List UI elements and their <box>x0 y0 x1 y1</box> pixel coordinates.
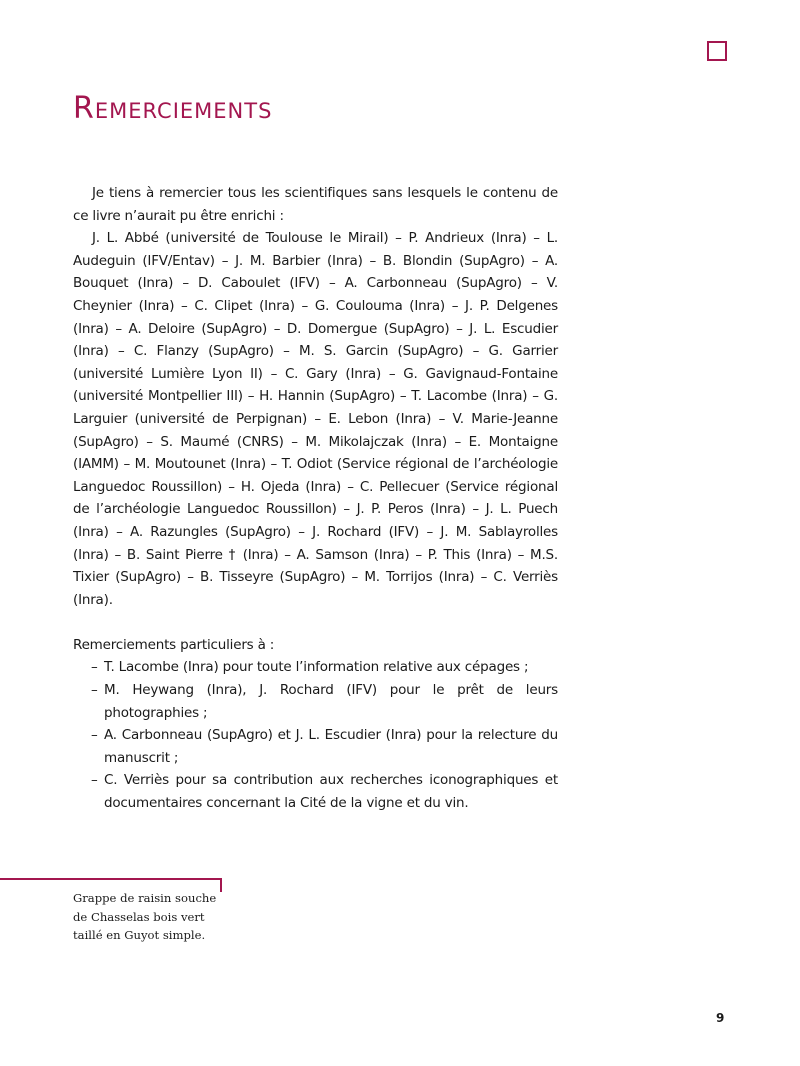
list-item <box>73 769 558 814</box>
list-dash: – <box>91 727 98 744</box>
intro-paragraph: Je tiens à remercier tous les scientifiques sans lesquels le contenu de ce livre n’aurait pu être enrichi : <box>73 185 558 224</box>
special-thanks-heading: Remerciements particuliers à : <box>73 636 275 653</box>
caption-line: de Chasselas bois vert <box>73 909 205 924</box>
figure-caption <box>73 889 223 945</box>
list-item <box>73 679 558 724</box>
list-item <box>73 724 558 769</box>
page-number: 9 <box>716 1011 725 1025</box>
acknowledgements-body <box>73 182 558 815</box>
list-dash: – <box>91 682 98 699</box>
caption-line: taillé en Guyot simple. <box>73 928 206 942</box>
corner-square-mark <box>707 41 727 61</box>
page-title: Remerciements <box>73 91 273 126</box>
list-item <box>73 656 558 679</box>
list-item-text: T. Lacombe (Inra) pour toute l’information relative aux cépages ; <box>104 659 529 676</box>
list-item-text: M. Heywang (Inra), J. Rochard (IFV) pour le prêt de leurs photographies ; <box>104 682 558 721</box>
list-item-text: A. Carbonneau (SupAgro) et J. L. Escudier (Inra) pour la relecture du manuscrit ; <box>104 727 558 766</box>
list-dash: – <box>91 772 98 789</box>
list-item-text: C. Verriès pour sa contribution aux recherches iconographiques et documentaires concernant la Cité de la vigne et du vin. <box>104 772 558 812</box>
contributors-paragraph: J. L. Abbé (université de Toulouse le Mirail) – P. Andrieux (Inra) – L. Audeguin (IFV/Entav) – J. M. Barbier (Inra) – B. Blondin (SupAgro) – A. Bouquet (Inra) – D. Caboulet (IFV) – A. Carbonneau (SupAgro) – V. Cheynier (Inra) – C. Clipet (Inra) – G. Coulouma (Inra) – J. P. Delgenes (Inra) – A. Deloire (SupAgro) – D. Domergue (SupAgro) – J. L. Escudier (Inra) – C. Flanzy (SupAgro) – M. S. Garcin (SupAgro) – G. Garrier (université Lumière Lyon II) – C. Gary (Inra) – G. Gavignaud-Fontaine (université Montpellier III) – H. Hannin (SupAgro) – T. Lacombe (Inra) – G. Larguier (université de Perpignan) – E. Lebon (Inra) – V. Marie-Jeanne (SupAgro) – S. Maumé (CNRS) – M. Mikolajczak (Inra) – E. Montaigne (IAMM) – M. Moutounet (Inra) – T. Odiot (Service régional de l’archéologie Languedoc Roussillon) – H. Ojeda (Inra) – C. Pellecuer (Service régional de l’archéologie Languedoc Roussillon) – J. P. Peros (Inra) – J. L. Puech (Inra) – A. Razungles (SupAgro) – J. Rochard (IFV) – J. M. Sablayrolles (Inra) – B. Saint Pierre † (Inra) – A. Samson (Inra) – P. This (Inra) – M.S. Tixier (SupAgro) – B. Tisseyre (SupAgro) – M. Torrijos (Inra) – C. Verriès (Inra). <box>73 230 558 608</box>
special-thanks-list <box>73 656 558 814</box>
caption-rule-line <box>0 878 222 880</box>
caption-line: Grappe de raisin souche <box>73 891 217 905</box>
list-dash: – <box>91 659 98 676</box>
